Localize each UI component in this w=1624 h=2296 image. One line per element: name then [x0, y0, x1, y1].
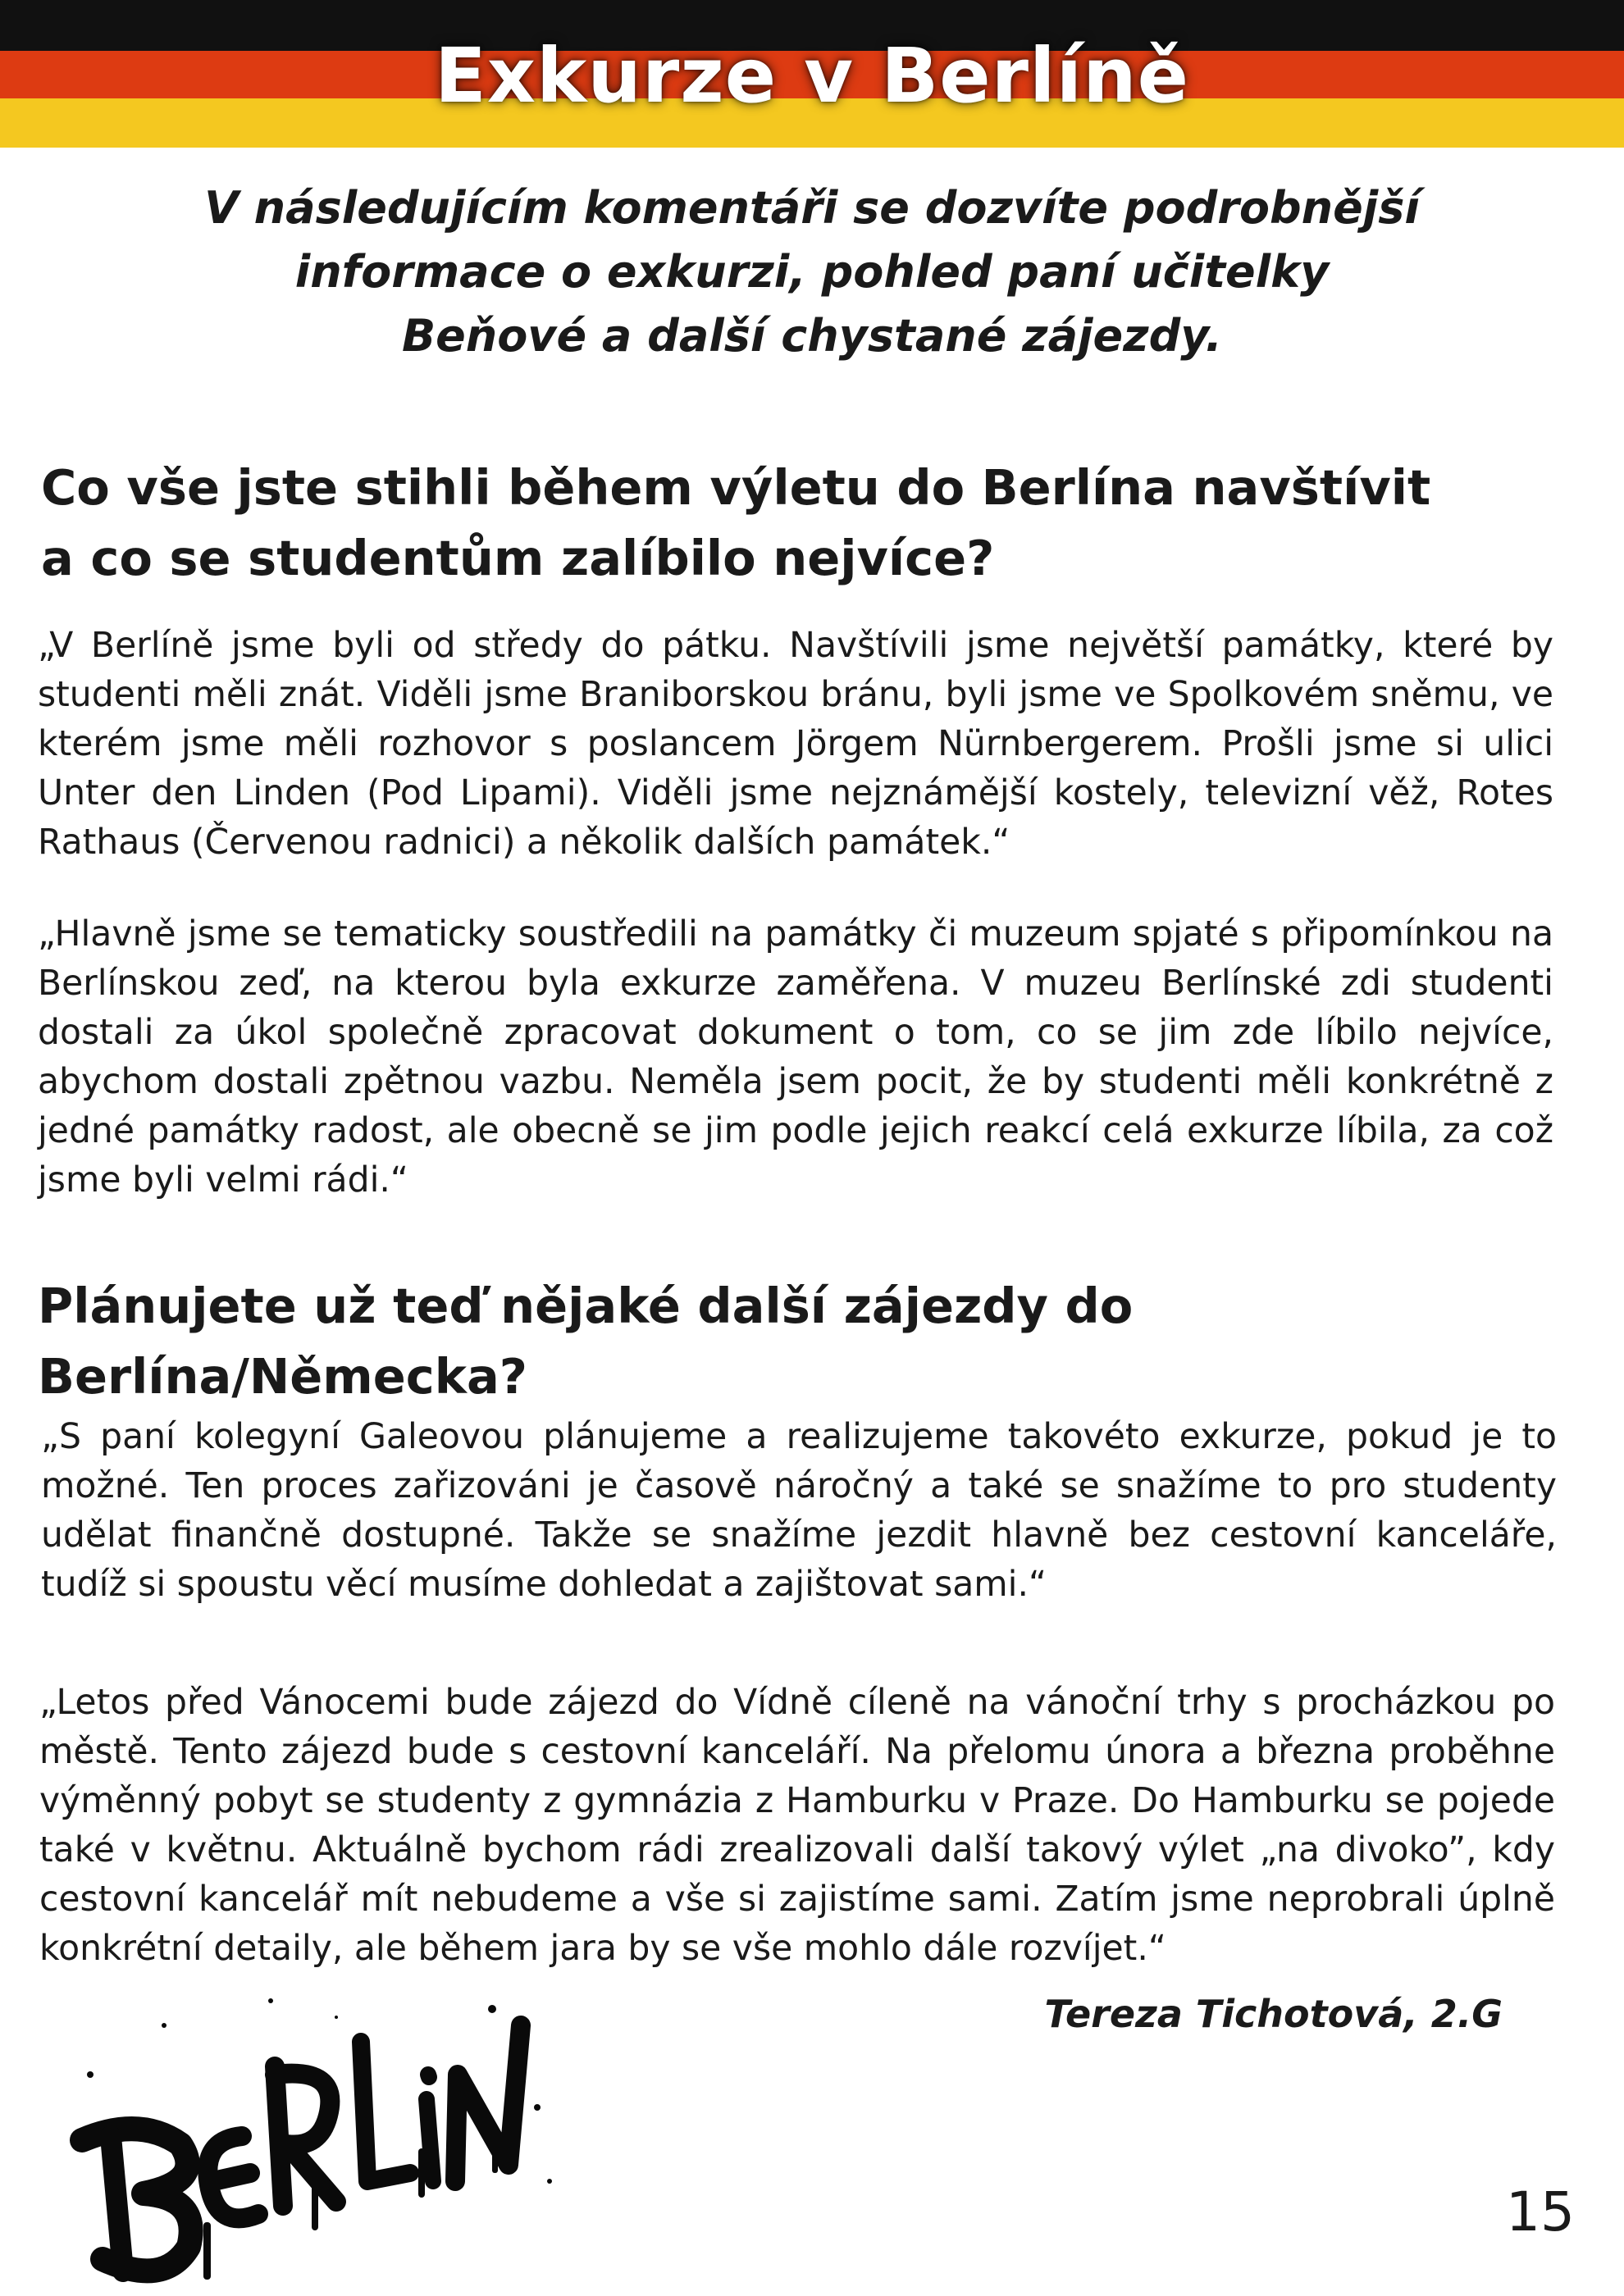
page-number: 15 [1506, 2180, 1575, 2244]
answer-paragraph: „Hlavně jsme se tematicky soustředili na památky či muzeum spjaté s připomínkou na Berlínskou zeď, na kterou byla exkurze zaměřena. V muzeu Berlínské zdi studenti dostali za úkol společně zpracovat dokument o tom, co se jim zde líbilo nejvíce, abychom dostali zpětnou vazbu. Neměla jsem pocit, že by studenti měli konkrétně z jedné památky radost, ale obecně se jim podle jejich reakcí celá exkurze líbila, za což jsme byli velmi rádi.“ [38, 914, 1553, 1200]
author-signature: Tereza Tichotová, 2.G [1044, 1992, 1503, 2036]
question-2: Plánujete už teď nějaké další zájezdy do Berlína/Německa? [38, 1278, 1134, 1405]
answer-paragraph: „Letos před Vánocemi bude zájezd do Vídně cíleně na vánoční trhy s procházkou po městě. Tento zájezd bude s cestovní kanceláří. Na přelomu února a března proběhne výměnný pobyt se studenty z gymnázia z Hamburku v Praze. Do Hamburku se pojede také v květnu. Aktuálně bychom rádi zrealizovali další takový výlet „na divoko”, kdy cestovní kancelář mít nebudeme a vše si zajistíme sami. Zatím jsme neprobrali úplně konkrétní detaily, ale během jara by se vše mohlo dále rozvíjet.“ [39, 1683, 1555, 1969]
question-1: Co vše jste stihli během výletu do Berlína navštívit a co se studentům zalíbilo nejvíce? [41, 459, 1431, 586]
page-title: Exkurze v Berlíně [434, 32, 1190, 120]
answer-paragraph: „S paní kolegyní Galeovou plánujeme a realizujeme takovéto exkurze, pokud je to možné. Ten proces zařizováni je časově náročný a také se snažíme to pro studenty udělat finančně dostupné. Takže se snažíme jezdit hlavně bez cestovní kanceláře, tudíž si spoustu věcí musíme dohledat a zajištovat sami.“ [41, 1417, 1557, 1605]
intro-text: V následujícím komentáři se dozvíte podrobnější informace o exkurzi, pohled paní učitelky Beňové a další chystané zájezdy. [204, 182, 1420, 362]
graffiti-berlin-logo [66, 1976, 558, 2296]
answer-paragraph: „V Berlíně jsme byli od středy do pátku. Navštívili jsme největší památky, které by studenti měli znát. Viděli jsme Braniborskou bránu, byli jsme ve Spolkovém sněmu, ve kterém jsme měli rozhovor s poslancem Jörgem Nürnbergerem. Prošli jsme si ulici Unter den Linden (Pod Lipami). Viděli jsme nejznámější kostely, televizní věž, Rotes Rathaus (Červenou radnici) a několik dalších památek.“ [38, 626, 1553, 863]
